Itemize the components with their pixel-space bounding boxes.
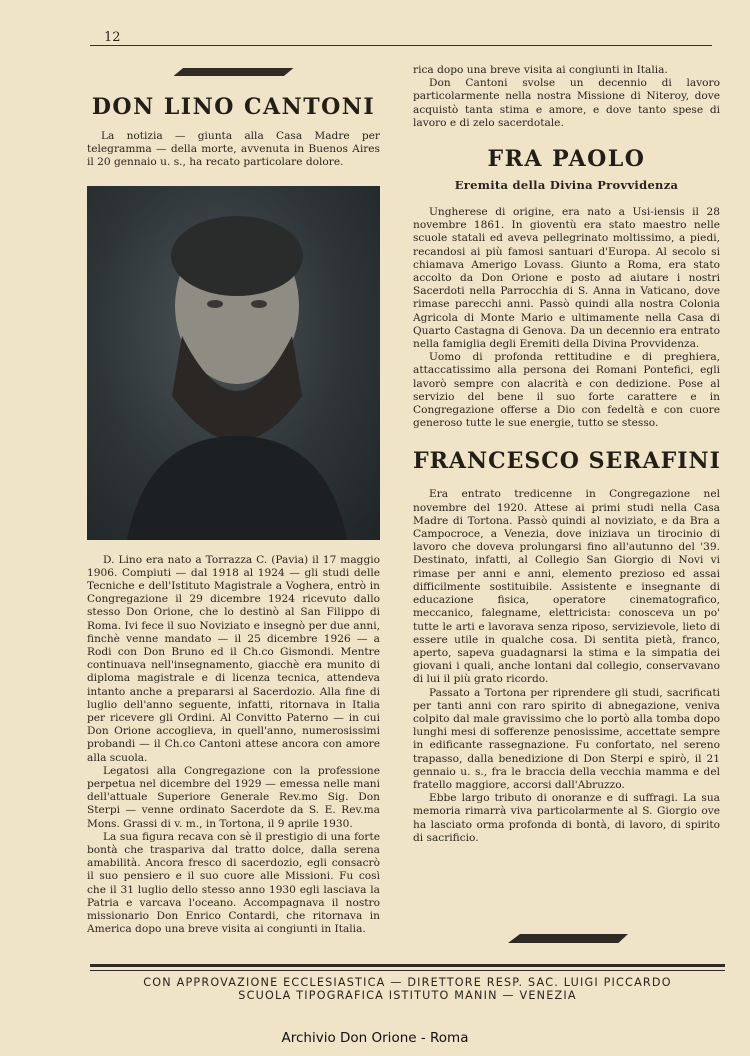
article-paragraph: Legatosi alla Congregazione con la professione perpetua nel dicembre del 1929 — emessa nelle mani dell'attuale Superiore Generale Rev.mo Sig. Don Sterpi — venne ordinato Sacerdote da S. E. Rev.ma Mons. Grassi di v. m., in Tortona, il 9 aprile 1930. [87,764,380,830]
article-paragraph: Era entrato tredicenne in Congregazione nel novembre del 1920. Attese ai primi studi nella Casa Madre di Tortona. Passò quindi al noviziato, e da Bra a Campocroce, a Venezia, dove iniziava un tirocinio di lavoro che doveva prolungarsi fino all'autunno del '39. Destinato, infatti, al Collegio San Giorgio di Novi vi rimase per anni e anni, elemento prezioso ed assai difficilmente sostituibile. Assistente e insegnante di educazione fisica, operatore cinematografico, meccanico, falegname, elettricista: conosceva un po' tutte le arti e lavorava senza riposo, servizievole, lieto di essere utile in qualche cosa. Di sentita pietà, franco, aperto, sapeva guadagnarsi la stima e la simpatia dei giovani i quali, anche lontani dal collegio, conservavano di lui il più grato ricordo. [413,488,720,686]
imprint-footer [90,976,725,1002]
article-subtitle: Eremita della Divina Provvidenza [454,178,679,193]
imprint-line: SCUOLA TIPOGRAFICA ISTITUTO MANIN — VENEZIA [238,989,577,1002]
article-paragraph: Don Cantoni svolse un decennio di lavoro particolarmente nella nostra Missione di Niteroy, dove acquistò tanta stima e amore, e dove tanto spese di lavoro e di zelo sacerdotale. [413,77,720,129]
decorative-bar [174,68,294,76]
footer-rule [90,970,725,971]
article-title-serafini: FRANCESCO SERAFINI [413,448,721,475]
left-column [87,62,380,937]
imprint-line: CON APPROVAZIONE ECCLESIASTICA — DIRETTORE RESP. SAC. LUIGI PICCARDO [143,976,672,989]
archive-label: Archivio Don Orione - Roma [281,1030,469,1046]
footer-rule [90,964,725,967]
portrait-photo [87,186,380,540]
page-number: 12 [104,30,121,45]
article-paragraph: Ebbe largo tributo di onoranze e di suffragi. La sua memoria rimarrà viva particolarmente al S. Giorgio ove ha lasciato orma profonda di bontà, di lavoro, di spirito di sacrificio. [413,792,720,844]
article-paragraph: La sua figura recava con sè il prestigio di una forte bontà che traspariva dal tratto dolce, dalla serena amabilità. Ancora fresco di sacerdozio, egli consacrò il suo pensiero e il suo cuore alle Missioni. Fu così che il 31 luglio dello stesso anno 1930 egli lasciava la Patria e varcava l'oceano. Accompagnava il nostro missionario Don Enrico Contardi, che ritornava in America dopo una breve visita ai congiunti in Italia. [87,830,380,936]
article-intro: La notizia — giunta alla Casa Madre per telegramma — della morte, avvenuta in Buenos Aires il 20 gennaio u. s., ha recato particolare dolore. [87,130,380,169]
decorative-bar [508,934,628,943]
article-title-fra-paolo: FRA PAOLO [487,146,646,173]
article-paragraph: Uomo di profonda rettitudine e di preghiera, attaccatissimo alla persona dei Romani Pontefici, egli lavorò sempre con alacrità e con dedizione. Pose al servizio del bene il suo forte carattere e in Congregazione offerse a Dio con fedeltà e con cuore generoso tutte le sue energie, tutto se stesso. [413,351,720,430]
top-rule [90,45,712,46]
article-paragraph-continued: rica dopo una breve visita ai congiunti in Italia. [413,64,668,76]
article-paragraph: Passato a Tortona per riprendere gli studi, sacrificati per tanti anni con raro spirito di abnegazione, veniva colpito dal male gravissimo che lo portò alla tomba dopo lunghi mesi di sofferenze penosissime, accettate sempre in edificante rassegnazione. Fu confortato, nel sereno trapasso, dalla benedizione di Don Sterpi e spirò, il 21 gennaio u. s., fra le braccia della vecchia mamma e del fratello maggiore, accorsi dall'Abruzzo. [413,686,720,791]
right-column [413,64,720,845]
article-title-cantoni: DON LINO CANTONI [91,94,376,120]
article-paragraph: Ungherese di origine, era nato a Usi-iensis il 28 novembre 1861. In gioventù era stato maestro nelle scuole statali ed aveva pellegrinato moltissimo, a piedi, recandosi ai più famosi santuari d'Europa. Al secolo si chiamava Amerigo Lovass. Giunto a Roma, era stato accolto da Don Orione e posto ad aiutare i nostri Sacerdoti nella Parrocchia di S. Anna in Vaticano, dove rimase parecchi anni. Passò quindi alla nostra Colonia Agricola di Monte Mario e ultimamente nella Casa di Quarto Castagna di Genova. Da un decennio era entrato nella famiglia degli Eremiti della Divina Provvidenza. [413,206,720,351]
article-paragraph: D. Lino era nato a Torrazza C. (Pavia) il 17 maggio 1906. Compiuti — dal 1918 al 1924 — gli studi delle Tecniche e dell'Istituto Magistrale a Voghera, entrò in Congregazione il 29 dicembre 1924 ricevuto dallo stesso Don Orione, che lo destinò al San Filippo di Roma. Ivi fece il suo Noviziato e insegnò per due anni, finchè venne mandato — il 25 dicembre 1926 — a Rodi con Don Bruno ed il Ch.co Gismondi. Mentre continuava nell'insegnamento, giacchè era munito di diploma magistrale e di licenza tecnica, attendeva intanto anche a prepararsi al Sacerdozio. Alla fine di luglio dell'anno seguente, infatti, ritornava in Italia per ricevere gli Ordini. Al Convitto Paterno — in cui Don Orione accoglieva, in quell'anno, numerosissimi probandi — il Ch.co Cantoni attese ancora con amore alla scuola. [87,553,380,764]
